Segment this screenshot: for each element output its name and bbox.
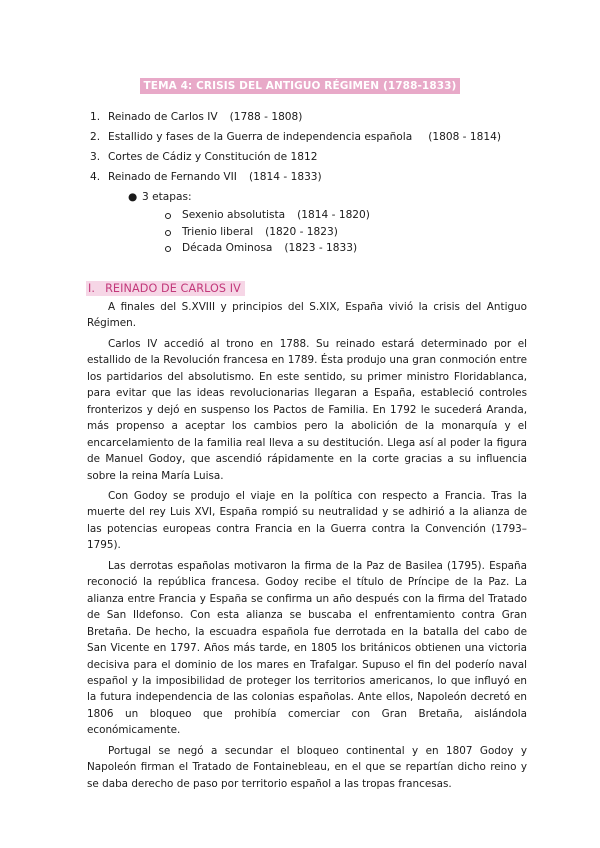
toc-text: Reinado de Carlos IV: [108, 111, 218, 123]
etapa-text: Década Ominosa: [182, 242, 273, 254]
toc-item: [90, 107, 550, 127]
paragraph: Portugal se negó a secundar el bloqueo continental y en 1807 Godoy y Napoleón firman el Tratado de Fontainebleau, en el que se repartían dicho reino y se daba derecho de paso por territorio español a las tropas francesas.: [87, 744, 527, 790]
toc-text: Reinado de Fernando VII: [108, 171, 237, 183]
toc-text: Estallido y fases de la Guerra de independencia española: [108, 131, 413, 143]
bullet-icon: ●: [128, 191, 138, 203]
document-title: TEMA 4: CRISIS DEL ANTIGUO RÉGIMEN (1788-1833): [140, 78, 461, 94]
toc-item: [90, 167, 550, 187]
etapa-item: [90, 240, 550, 257]
toc-item: [90, 147, 550, 167]
toc-dates: (1788 - 1808): [229, 111, 303, 123]
toc-item: [90, 127, 550, 147]
paragraph: Carlos IV accedió al trono en 1788. Su reinado estará determinado por el estallido de la Revolución francesa en 1789. Ésta produjo una gran conmoción entre los partidarios del absolutismo. En este sentido, su primer ministro Floridablanca, para evitar que las ideas revolucionarias llegaran a España, estableció controles fronterizos y dejó en suspenso los Pactos de Familia. En 1792 le sucederá Aranda, más propenso a aceptar los cambios pero la abolición de la monarquía y el encarcelamiento de la familia real lleva a su destitución. Llega así al poder la figura de Manuel Godoy, que ascendió rápidamente en la corte gracias a su influencia sobre la reina María Luisa.: [87, 337, 527, 482]
toc-text: Cortes de Cádiz y Constitución de 1812: [108, 151, 318, 163]
etapa-text: Sexenio absolutista: [182, 209, 286, 221]
etapa-text: Trienio liberal: [182, 225, 254, 238]
circle-bullet-icon: [165, 213, 171, 219]
body-text: [87, 299, 527, 796]
etapas-item: [90, 187, 550, 207]
section-heading-label: [86, 281, 245, 296]
section-heading: [86, 277, 245, 296]
circle-bullet-icon: [165, 246, 171, 252]
toc-number: 4.: [90, 171, 101, 183]
etapas-label: 3 etapas:: [142, 191, 192, 203]
toc-number: 2.: [90, 131, 101, 143]
etapa-dates: (1814 - 1820): [297, 209, 370, 221]
section-title: REINADO DE CARLOS IV: [105, 282, 241, 295]
toc-number: 1.: [90, 111, 101, 123]
section-number: I.: [88, 282, 96, 295]
toc-number: 3.: [90, 151, 101, 163]
etapa-item: [90, 207, 550, 224]
etapa-dates: (1823 - 1833): [284, 242, 358, 254]
paragraph: Las derrotas españolas motivaron la firma de la Paz de Basilea (1795). España reconoció la república francesa. Godoy recibe el título de Príncipe de la Paz. La alianza entre Francia y España se confirma un año después con la firma del Tratado de San Ildefonso. Con esta alianza se buscaba el enfrentamiento contra Gran Bretaña. De hecho, la escuadra española fue derrotada en la batalla del cabo de San Vicente en 1797. Años más tarde, en 1805 los británicos obtienen una victoria decisiva para el dominio de los mares en Trafalgar. Supuso el fin del poderío naval español y la imposibilidad de proteger los territorios americanos, lo que influyó en la futura independencia de las colonias españolas. Ante ellos, Napoleón decretó en 1806 un bloqueo que prohibía comerciar con Gran Bretaña, aislándola económicamente.: [87, 559, 527, 737]
circle-bullet-icon: [165, 230, 171, 236]
toc-dates: (1814 - 1833): [248, 171, 322, 183]
table-of-contents: [90, 107, 550, 257]
etapa-dates: (1820 - 1823): [265, 225, 338, 238]
paragraph: Con Godoy se produjo el viaje en la política con respecto a Francia. Tras la muerte del rey Luis XVI, España rompió su neutralidad y se adhirió a la alianza de las potencias europeas contra Francia en la Guerra contra la Convención (1793–1795).: [87, 489, 527, 552]
title-block: [0, 74, 600, 94]
etapa-item: [90, 224, 550, 241]
paragraph: A finales del S.XVIII y principios del S.XIX, España vivió la crisis del Antiguo Régimen.: [87, 301, 527, 330]
toc-dates: (1808 - 1814): [428, 131, 501, 143]
